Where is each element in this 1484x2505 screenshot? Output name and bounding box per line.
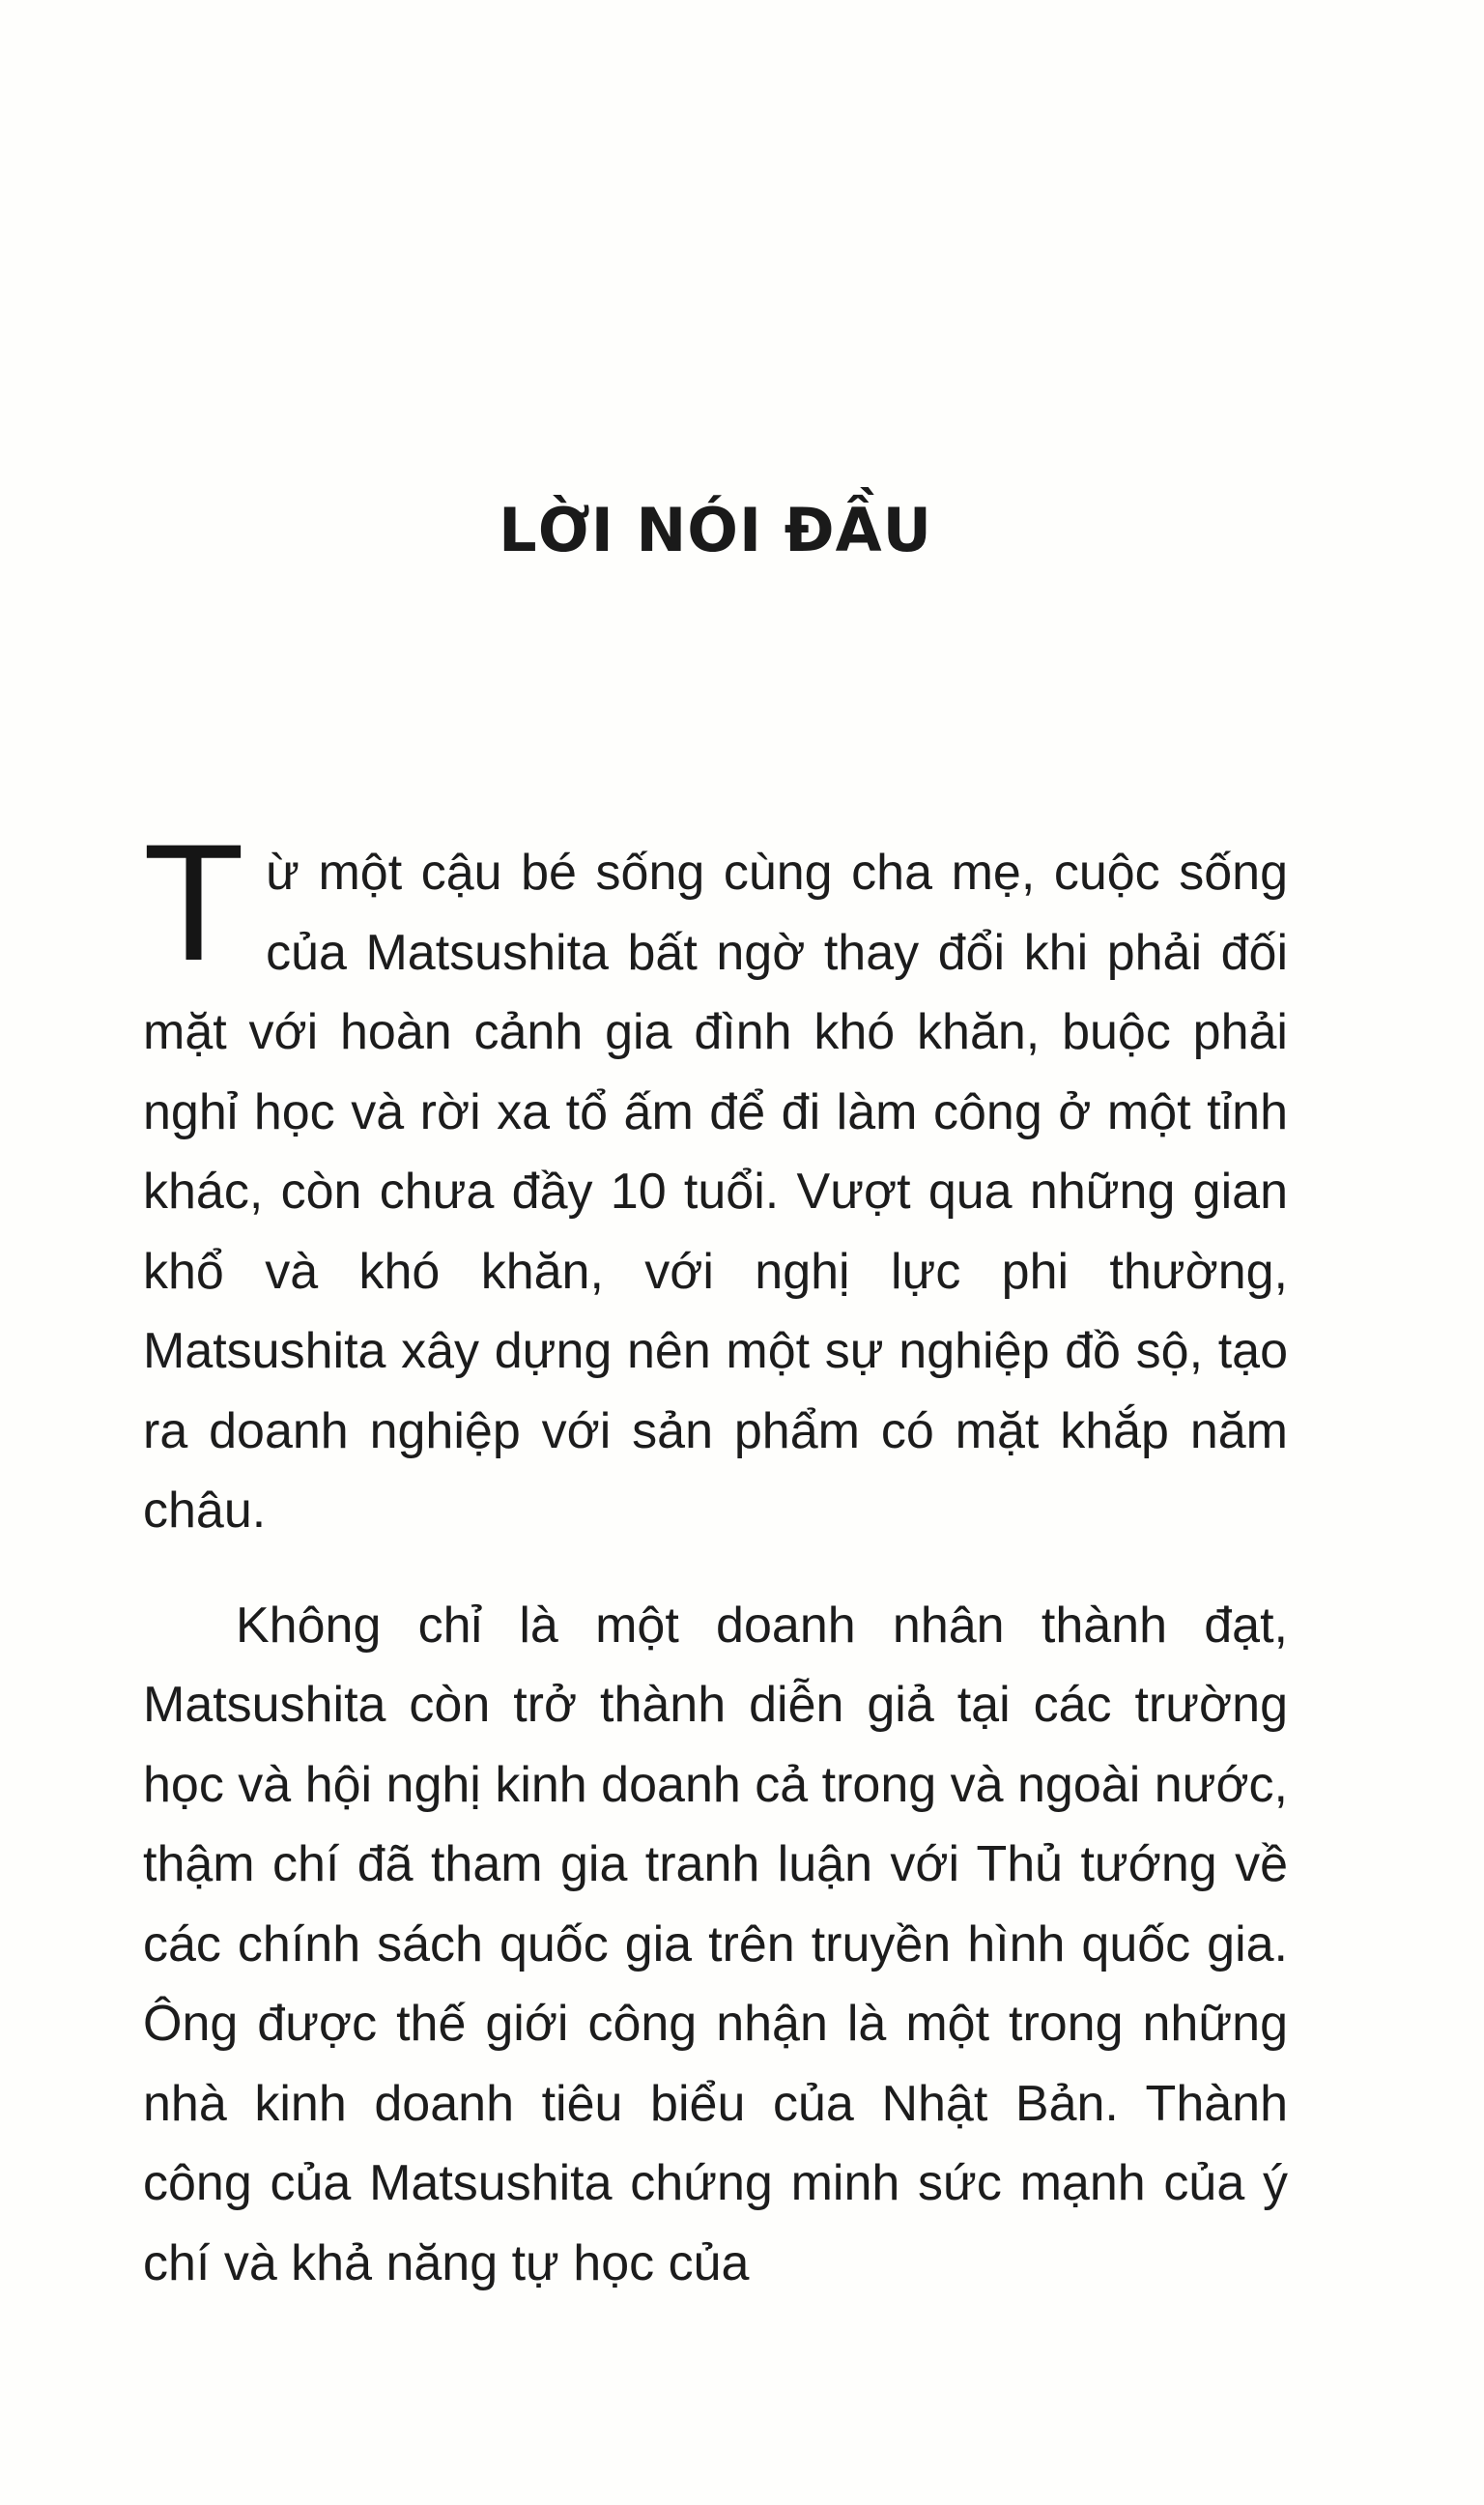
paragraph-1-text: ừ một cậu bé sống cùng cha mẹ, cuộc sống của Matsushita bất ngờ thay đổi khi phải đối mặt với hoàn cảnh gia đình khó khăn, buộc phải nghỉ học và rời xa tổ ấm để đi làm công ở một tỉnh khác, còn chưa đầy 10 tuổi. Vượt qua những gian khổ và khó khăn, với nghị lực phi thường, Matsushita xây dựng nên một sự nghiệp đồ sộ, tạo ra doanh nghiệp với sản phẩm có mặt khắp năm châu.	[143, 845, 1288, 1539]
paragraph-2: Không chỉ là một doanh nhân thành đạt, Matsushita còn trở thành diễn giả tại các trường học và hội nghị kinh doanh cả trong và ngoài nước, thậm chí đã tham gia tranh luận với Thủ tướng về các chính sách quốc gia trên truyền hình quốc gia. Ông được thế giới công nhận là một trong những nhà kinh doanh tiêu biểu của Nhật Bản. Thành công của Matsushita chứng minh sức mạnh của ý chí và khả năng tự học của	[143, 1597, 1288, 2291]
body-text	[143, 810, 1288, 2303]
chapter-title: LỜI NÓI ĐẦU	[499, 495, 932, 565]
paragraph-1	[143, 810, 1288, 1551]
drop-cap: T	[143, 810, 245, 995]
